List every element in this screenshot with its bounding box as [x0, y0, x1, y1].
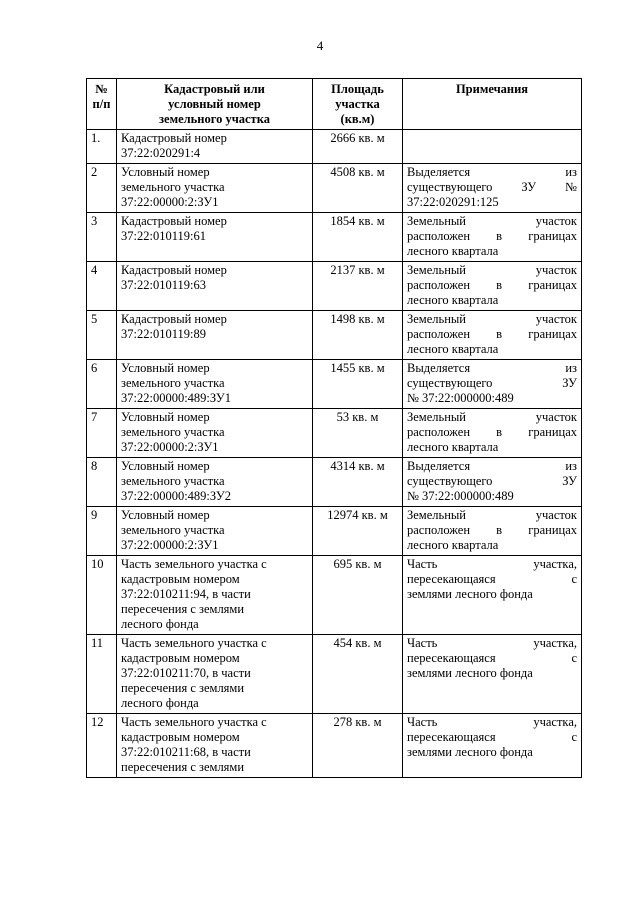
header-cadastral — [117, 79, 313, 130]
notes-text-line: лесного квартала — [407, 293, 499, 307]
notes-text-line: Земельный участок — [407, 410, 577, 424]
page-number: 4 — [316, 38, 324, 53]
table-row — [87, 130, 582, 164]
row-number: 8 — [87, 458, 117, 507]
notes-text-line: лесного квартала — [407, 440, 499, 454]
row-number: 2 — [87, 164, 117, 213]
cadastral-text-line: Условный номер — [121, 459, 210, 473]
notes-text-line: Земельный участок — [407, 214, 577, 228]
notes-cell — [403, 360, 582, 409]
notes-text-line: расположен в границах — [407, 327, 577, 341]
table-header-row — [87, 79, 582, 130]
header-cadastral-line: Кадастровый или — [164, 82, 265, 96]
notes-text-line: расположен в границах — [407, 425, 577, 439]
area-cell: 1854 кв. м — [313, 213, 403, 262]
header-notes — [403, 79, 582, 130]
area-cell: 12974 кв. м — [313, 507, 403, 556]
header-cadastral-line: земельного участка — [159, 112, 270, 126]
notes-text-line: Часть участка, — [407, 557, 577, 571]
table-row — [87, 409, 582, 458]
cadastral-text-line: кадастровым номером — [121, 730, 240, 744]
table-body — [87, 130, 582, 778]
area-cell: 4508 кв. м — [313, 164, 403, 213]
notes-cell — [403, 213, 582, 262]
cadastral-text-line: кадастровым номером — [121, 572, 240, 586]
row-number: 3 — [87, 213, 117, 262]
notes-text-line: Земельный участок — [407, 312, 577, 326]
cadastral-text-line: 37:22:010211:94, в части — [121, 587, 251, 601]
notes-text-line: землями лесного фонда — [407, 666, 533, 680]
cadastral-number-cell — [117, 409, 313, 458]
cadastral-text-line: Условный номер — [121, 410, 210, 424]
cadastral-text-line: лесного фонда — [121, 696, 199, 710]
cadastral-text-line: 37:22:010119:63 — [121, 278, 206, 292]
notes-text-line: Часть участка, — [407, 715, 577, 729]
row-number: 11 — [87, 635, 117, 714]
header-area-line: участка — [335, 97, 380, 111]
cadastral-text-line: Кадастровый номер — [121, 263, 227, 277]
cadastral-text-line: 37:22:010211:70, в части — [121, 666, 251, 680]
cadastral-text-line: земельного участка — [121, 376, 225, 390]
row-number: 5 — [87, 311, 117, 360]
area-cell: 1498 кв. м — [313, 311, 403, 360]
cadastral-number-cell — [117, 213, 313, 262]
cadastral-text-line: 37:22:00000:2:ЗУ1 — [121, 538, 219, 552]
cadastral-text-line: пересечения с землями — [121, 681, 245, 695]
cadastral-text-line: земельного участка — [121, 474, 225, 488]
cadastral-text-line: 37:22:00000:2:ЗУ1 — [121, 440, 219, 454]
table-row — [87, 458, 582, 507]
notes-text-line: землями лесного фонда — [407, 587, 533, 601]
cadastral-text-line: 37:22:020291:4 — [121, 146, 201, 160]
header-area-line: (кв.м) — [340, 112, 375, 126]
row-number: 10 — [87, 556, 117, 635]
notes-cell — [403, 409, 582, 458]
cadastral-text-line: лесного фонда — [121, 617, 199, 631]
notes-text-line: пересекающаяся с — [407, 651, 577, 665]
cadastral-number-cell — [117, 130, 313, 164]
table-row — [87, 262, 582, 311]
notes-text-line: лесного квартала — [407, 538, 499, 552]
table-row — [87, 507, 582, 556]
notes-cell — [403, 164, 582, 213]
land-parcels-table — [86, 78, 582, 778]
notes-text-line: лесного квартала — [407, 244, 499, 258]
area-cell: 2137 кв. м — [313, 262, 403, 311]
row-number: 9 — [87, 507, 117, 556]
header-area-line: Площадь — [331, 82, 384, 96]
area-cell: 695 кв. м — [313, 556, 403, 635]
notes-text-line: Земельный участок — [407, 263, 577, 277]
area-cell: 1455 кв. м — [313, 360, 403, 409]
cadastral-number-cell — [117, 556, 313, 635]
table-row — [87, 360, 582, 409]
notes-text-line: существующего ЗУ № — [407, 180, 577, 194]
notes-text-line: пересекающаяся с — [407, 730, 577, 744]
notes-text-line: расположен в границах — [407, 229, 577, 243]
table-row — [87, 635, 582, 714]
header-num-line: п/п — [92, 97, 111, 111]
cadastral-text-line: 37:22:00000:2:ЗУ1 — [121, 195, 219, 209]
notes-text-line: расположен в границах — [407, 278, 577, 292]
cadastral-text-line: 37:22:010119:89 — [121, 327, 206, 341]
cadastral-text-line: пересечения с землями — [121, 760, 245, 774]
cadastral-text-line: Условный номер — [121, 361, 210, 375]
cadastral-text-line: земельного участка — [121, 523, 225, 537]
cadastral-text-line: Кадастровый номер — [121, 131, 227, 145]
cadastral-text-line: 37:22:010211:68, в части — [121, 745, 251, 759]
notes-text-line: Выделяется из — [407, 165, 577, 179]
cadastral-text-line: Часть земельного участка с — [121, 715, 267, 729]
table-row — [87, 164, 582, 213]
notes-text-line: Земельный участок — [407, 508, 577, 522]
notes-text-line: № 37:22:000000:489 — [407, 391, 514, 405]
cadastral-number-cell — [117, 311, 313, 360]
notes-text-line: расположен в границах — [407, 523, 577, 537]
cadastral-text-line: Условный номер — [121, 508, 210, 522]
cadastral-text-line: земельного участка — [121, 425, 225, 439]
table-row — [87, 714, 582, 778]
notes-cell — [403, 130, 582, 164]
notes-text-line: 37:22:020291:125 — [407, 195, 499, 209]
notes-text-line: существующего ЗУ — [407, 376, 577, 390]
cadastral-text-line: 37:22:010119:61 — [121, 229, 206, 243]
header-notes-line: Примечания — [455, 82, 529, 96]
notes-text-line: существующего ЗУ — [407, 474, 577, 488]
cadastral-text-line: Кадастровый номер — [121, 214, 227, 228]
notes-text-line: землями лесного фонда — [407, 745, 533, 759]
table-row — [87, 311, 582, 360]
notes-text-line: Часть участка, — [407, 636, 577, 650]
area-cell: 4314 кв. м — [313, 458, 403, 507]
notes-text-line: пересекающаяся с — [407, 572, 577, 586]
header-num — [87, 79, 117, 130]
cadastral-text-line: земельного участка — [121, 180, 225, 194]
notes-cell — [403, 262, 582, 311]
notes-cell — [403, 556, 582, 635]
notes-text-line: Выделяется из — [407, 361, 577, 375]
header-area — [313, 79, 403, 130]
row-number: 1. — [87, 130, 117, 164]
notes-text-line: № 37:22:000000:489 — [407, 489, 514, 503]
area-cell: 53 кв. м — [313, 409, 403, 458]
table-row — [87, 213, 582, 262]
notes-text-line: Выделяется из — [407, 459, 577, 473]
notes-cell — [403, 714, 582, 778]
notes-text-line: лесного квартала — [407, 342, 499, 356]
notes-cell — [403, 635, 582, 714]
row-number: 12 — [87, 714, 117, 778]
row-number: 4 — [87, 262, 117, 311]
cadastral-number-cell — [117, 164, 313, 213]
area-cell: 278 кв. м — [313, 714, 403, 778]
cadastral-text-line: Часть земельного участка с — [121, 557, 267, 571]
notes-cell — [403, 458, 582, 507]
cadastral-text-line: пересечения с землями — [121, 602, 245, 616]
cadastral-number-cell — [117, 360, 313, 409]
cadastral-text-line: Условный номер — [121, 165, 210, 179]
row-number: 7 — [87, 409, 117, 458]
cadastral-number-cell — [117, 507, 313, 556]
cadastral-number-cell — [117, 714, 313, 778]
header-num-line: № — [95, 82, 108, 96]
cadastral-number-cell — [117, 635, 313, 714]
table-row — [87, 556, 582, 635]
header-cadastral-line: условный номер — [168, 97, 261, 111]
notes-cell — [403, 311, 582, 360]
cadastral-text-line: Часть земельного участка с — [121, 636, 267, 650]
cadastral-text-line: Кадастровый номер — [121, 312, 227, 326]
notes-cell — [403, 507, 582, 556]
cadastral-text-line: 37:22:00000:489:ЗУ1 — [121, 391, 231, 405]
row-number: 6 — [87, 360, 117, 409]
cadastral-text-line: кадастровым номером — [121, 651, 240, 665]
area-cell: 2666 кв. м — [313, 130, 403, 164]
area-cell: 454 кв. м — [313, 635, 403, 714]
cadastral-number-cell — [117, 458, 313, 507]
cadastral-number-cell — [117, 262, 313, 311]
cadastral-text-line: 37:22:00000:489:ЗУ2 — [121, 489, 231, 503]
